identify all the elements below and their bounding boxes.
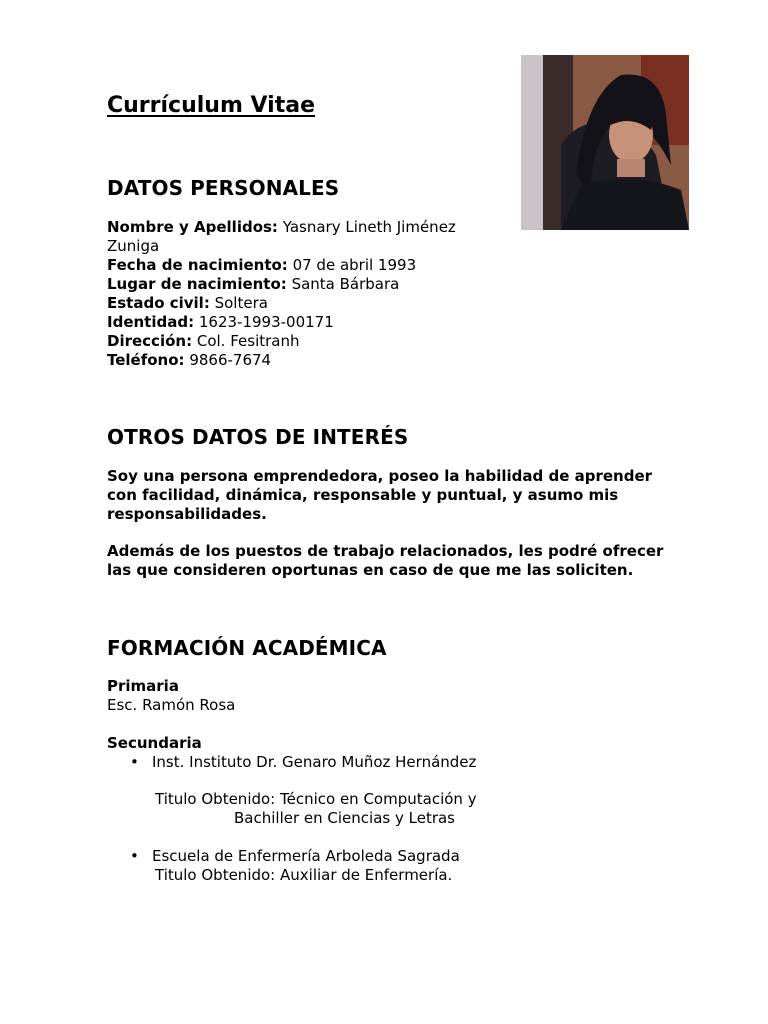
address-row: Dirección: Col. Fesitranh bbox=[107, 332, 300, 350]
other-heading: OTROS DATOS DE INTERÉS bbox=[107, 425, 409, 449]
civil-status-row: Estado civil: Soltera bbox=[107, 294, 268, 312]
personal-details bbox=[107, 218, 487, 370]
bullet-icon: • bbox=[130, 847, 139, 865]
secondary-item-1-school: Inst. Instituto Dr. Genaro Muñoz Hernández bbox=[152, 753, 477, 771]
phone-row: Teléfono: 9866-7674 bbox=[107, 351, 272, 369]
secondary-item-2-school: Escuela de Enfermería Arboleda Sagrada bbox=[152, 847, 460, 865]
bullet-icon: • bbox=[130, 753, 139, 771]
birth-date-row: Fecha de nacimiento: 07 de abril 1993 bbox=[107, 256, 417, 274]
personal-heading: DATOS PERSONALES bbox=[107, 176, 340, 200]
other-paragraph-1: Soy una persona emprendedora, poseo la habilidad de aprender con facilidad, dinámica, responsable y puntual, y asumo mis responsabilidades. bbox=[107, 467, 653, 523]
name-row: Nombre y Apellidos: Yasnary Lineth Jiménez bbox=[107, 218, 456, 236]
education-heading: FORMACIÓN ACADÉMICA bbox=[107, 636, 387, 660]
primary-education: Primaria Esc. Ramón Rosa bbox=[107, 677, 236, 714]
birth-place-row: Lugar de nacimiento: Santa Bárbara bbox=[107, 275, 400, 293]
document-title: Currículum Vitae bbox=[107, 93, 316, 118]
secondary-item-1-title: Titulo Obtenido: Técnico en Computación y bbox=[155, 790, 477, 808]
secondary-item-2-title: Titulo Obtenido: Auxiliar de Enfermería. bbox=[155, 866, 453, 884]
secondary-item-1-title-cont: Bachiller en Ciencias y Letras bbox=[234, 809, 455, 827]
name-row-cont: Zuniga bbox=[107, 237, 160, 255]
secondary-label: Secundaria bbox=[107, 734, 202, 752]
profile-photo bbox=[521, 55, 689, 230]
other-paragraph-2: Además de los puestos de trabajo relacionados, les podré ofrecer las que consideren oportunas en caso de que me las soliciten. bbox=[107, 542, 664, 579]
identity-row: Identidad: 1623-1993-00171 bbox=[107, 313, 334, 331]
